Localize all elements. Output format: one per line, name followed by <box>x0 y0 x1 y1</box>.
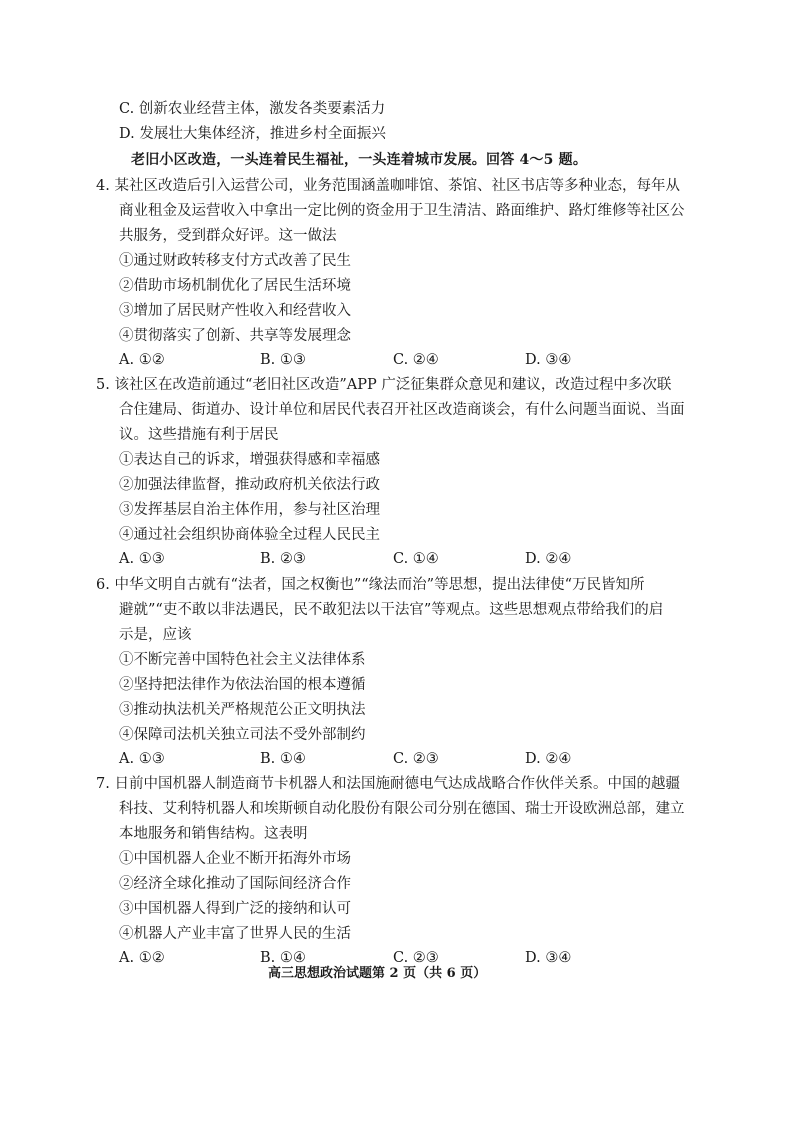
question-6-statement-1: ①不断完善中国特色社会主义法律体系 <box>119 652 366 668</box>
question-6-stem-line-2: 避就”“吏不敢以非法遇民，民不敢犯法以干法官”等观点。这些思想观点带给我们的启 <box>119 602 664 618</box>
question-7-statement-4: ④机器人产业丰富了世界人民的生活 <box>119 926 351 942</box>
question-group-intro: 老旧小区改造，一头连着民生福祉，一头连着城市发展。回答 4～5 题。 <box>131 152 588 168</box>
question-6-stem-line-3: 示是，应该 <box>119 627 192 643</box>
question-5-statement-2: ②加强法律监督，推动政府机关依法行政 <box>119 477 380 493</box>
question-4-statement-4: ④贯彻落实了创新、共享等发展理念 <box>119 328 351 344</box>
question-6-statement-2: ②坚持把法律作为依法治国的根本遵循 <box>119 677 366 693</box>
question-7-stem-line-3: 本地服务和销售结构。这表明 <box>119 826 308 842</box>
question-7-statement-1: ①中国机器人企业不断开拓海外市场 <box>119 851 351 867</box>
question-7-stem-line-2: 科技、艾利特机器人和埃斯顿自动化股份有限公司分别在德国、瑞士开设欧洲总部，建立 <box>119 801 685 817</box>
question-5-choice-d: D. ②④ <box>525 551 572 567</box>
question-5-stem-line-1: 5. 该社区在改造前通过“老旧社区改造”APP 广泛征集群众意见和建议，改造过程中多次联 <box>96 377 672 393</box>
question-4-stem-line-3: 共服务，受到群众好评。这一做法 <box>119 228 337 244</box>
question-6-statement-3: ③推动执法机关严格规范公正文明执法 <box>119 702 366 718</box>
question-6-stem-line-1: 6. 中华文明自古就有“法者，国之权衡也”“缘法而治”等思想，提出法律使“万民皆知所 <box>96 577 645 593</box>
question-4-statement-2: ②借助市场机制优化了居民生活环境 <box>119 278 351 294</box>
question-6-choice-b: B. ①④ <box>260 751 306 767</box>
question-5-choice-c: C. ①④ <box>393 551 439 567</box>
question-4-statement-3: ③增加了居民财产性收入和经营收入 <box>119 303 351 319</box>
question-7-choice-d: D. ③④ <box>525 950 572 966</box>
question-4-choice-a: A. ①② <box>119 352 165 368</box>
question-5-stem-line-2: 合住建局、街道办、设计单位和居民代表召开社区改造商谈会，有什么问题当面说、当面 <box>119 402 685 418</box>
question-4-choice-d: D. ③④ <box>525 352 572 368</box>
question-4-choice-b: B. ①③ <box>260 352 306 368</box>
question-4-choice-c: C. ②④ <box>393 352 439 368</box>
page-footer: 高三思想政治试题第 2 页（共 6 页） <box>268 966 487 981</box>
question-4-stem-line-1: 4. 某社区改造后引入运营公司，业务范围涵盖咖啡馆、茶馆、社区书店等多种业态，每年从 <box>96 178 680 194</box>
question-4-statement-1: ①通过财政转移支付方式改善了民生 <box>119 253 351 269</box>
question-5-choice-a: A. ①③ <box>119 551 165 567</box>
question-6-statement-4: ④保障司法机关独立司法不受外部制约 <box>119 727 366 743</box>
question-7-choice-a: A. ①② <box>119 950 165 966</box>
question-5-statement-1: ①表达自己的诉求，增强获得感和幸福感 <box>119 452 380 468</box>
question-4-stem-line-2: 商业租金及运营收入中拿出一定比例的资金用于卫生清洁、路面维护、路灯维修等社区公 <box>119 203 685 219</box>
question-6-choice-c: C. ②③ <box>393 751 439 767</box>
question-5-choice-b: B. ②③ <box>260 551 306 567</box>
question-5-stem-line-3: 议。这些措施有利于居民 <box>119 427 279 443</box>
question-6-choice-a: A. ①③ <box>119 751 165 767</box>
question-7-statement-3: ③中国机器人得到广泛的接纳和认可 <box>119 901 351 917</box>
question-7-choice-b: B. ①④ <box>260 950 306 966</box>
option-c-prev: C. 创新农业经营主体，激发各类要素活力 <box>119 101 386 117</box>
question-7-choice-c: C. ②③ <box>393 950 439 966</box>
question-5-statement-3: ③发挥基层自治主体作用，参与社区治理 <box>119 502 380 518</box>
question-5-statement-4: ④通过社会组织协商体验全过程人民民主 <box>119 527 380 543</box>
option-d-prev: D. 发展壮大集体经济，推进乡村全面振兴 <box>119 126 386 142</box>
question-7-stem-line-1: 7. 日前中国机器人制造商节卡机器人和法国施耐德电气达成战略合作伙伴关系。中国的越疆 <box>96 776 680 792</box>
question-6-choice-d: D. ②④ <box>525 751 572 767</box>
question-7-statement-2: ②经济全球化推动了国际间经济合作 <box>119 876 351 892</box>
